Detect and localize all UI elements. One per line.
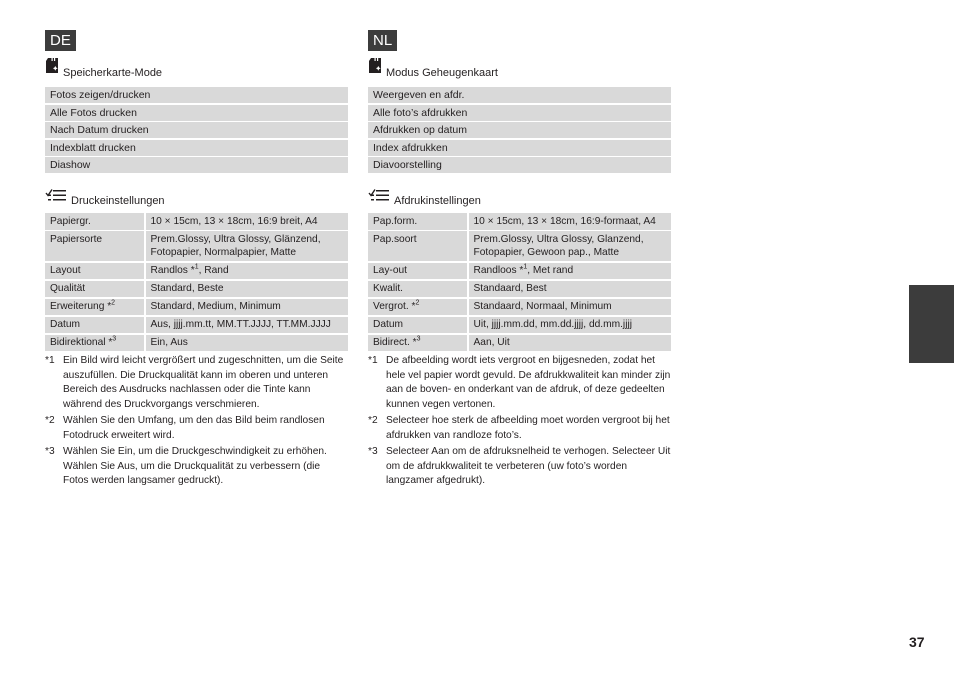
- footnote-text: Wählen Sie Ein, um die Druckgeschwindigkeit zu erhöhen. Wählen Sie Aus, um die Druckqualität zu verbessern (die Fotos werden langsamer gedruckt).: [63, 446, 327, 486]
- table-row: [368, 335, 671, 352]
- table-row: [45, 317, 348, 334]
- table-row: [368, 213, 671, 230]
- setting-key: Datum: [45, 317, 144, 334]
- footnote: [45, 414, 348, 443]
- setting-value: Standard, Beste: [146, 281, 349, 298]
- mode-heading-text: Speicherkarte-Mode: [63, 67, 163, 79]
- table-row: [368, 299, 671, 316]
- print-settings-heading: [45, 190, 165, 208]
- setting-value: Prem.Glossy, Ultra Glossy, Glänzend, Fotopapier, Normalpapier, Matte: [146, 231, 349, 261]
- section-tab: [909, 285, 954, 363]
- table-row: [45, 299, 348, 316]
- mode-item: Indexblatt drucken: [45, 140, 348, 156]
- page-number: 37: [909, 634, 925, 650]
- settings-table: [368, 213, 671, 353]
- setting-value: Prem.Glossy, Ultra Glossy, Glanzend, Fotopapier, Gewoon pap., Matte: [469, 231, 672, 261]
- memory-card-icon: [45, 57, 59, 80]
- table-row: [368, 281, 671, 298]
- setting-key: Qualität: [45, 281, 144, 298]
- mode-item: Afdrukken op datum: [368, 122, 671, 138]
- setting-key: Kwalit.: [368, 281, 467, 298]
- memory-card-icon: [368, 57, 382, 80]
- footnote: [45, 445, 348, 489]
- footnote-text: Wählen Sie den Umfang, um den das Bild beim randlosen Fotodruck erweitert wird.: [63, 415, 325, 441]
- table-row: [368, 231, 671, 261]
- setting-key: Vergrot. *$^2$: [368, 299, 467, 316]
- setting-value: Ein, Aus: [146, 335, 349, 352]
- mode-item: Nach Datum drucken: [45, 122, 348, 138]
- mode-item: Fotos zeigen/drucken: [45, 87, 348, 103]
- setting-key: Layout: [45, 263, 144, 280]
- mode-item: Alle foto’s afdrukken: [368, 105, 671, 121]
- footnote: [368, 445, 671, 489]
- footnote: [368, 414, 671, 443]
- footnote-text: Selecteer hoe sterk de afbeelding moet worden vergroot bij het afdrukken van randloze foto’s.: [386, 415, 670, 441]
- settings-table: [45, 213, 348, 353]
- print-heading-text: Afdrukinstellingen: [394, 195, 481, 207]
- footnote-mark: *3: [368, 446, 378, 457]
- memory-card-mode-heading: [45, 62, 162, 80]
- setting-value: Standaard, Best: [469, 281, 672, 298]
- footnote-text: Ein Bild wird leicht vergrößert und zugeschnitten, um die Seite auszufüllen. Die Druckqualität kann im oberen und unteren Bereich des Ausdrucks nachlassen oder die Tinte kann während des Druckvorgangs verschmieren.: [63, 355, 344, 410]
- mode-item: Weergeven en afdr.: [368, 87, 671, 103]
- setting-key: Bidirect. *$^3$: [368, 335, 467, 352]
- mode-list: [368, 87, 671, 175]
- footnote-mark: *1: [45, 355, 55, 366]
- setting-key: Pap.form.: [368, 213, 467, 230]
- mode-list: [45, 87, 348, 175]
- settings-list-icon: [45, 188, 67, 208]
- setting-value: Standaard, Normaal, Minimum: [469, 299, 672, 316]
- footnotes: [368, 354, 671, 491]
- setting-key: Papiergr.: [45, 213, 144, 230]
- memory-card-mode-heading: [368, 62, 498, 80]
- footnote-text: De afbeelding wordt iets vergroot en bijgesneden, zodat het hele vel papier wordt gevuld. De afdrukkwaliteit kan minder zijn aan de boven- en onderkant van de afdruk, of deze gedeelten kunnen vegen vertonen.: [386, 355, 671, 410]
- setting-value: 10 × 15cm, 13 × 18cm, 16:9 breit, A4: [146, 213, 349, 230]
- print-settings-heading: [368, 190, 481, 208]
- setting-value: Aus, jjjj.mm.tt, MM.TT.JJJJ, TT.MM.JJJJ: [146, 317, 349, 334]
- setting-key: Papiersorte: [45, 231, 144, 261]
- mode-heading-text: Modus Geheugenkaart: [386, 67, 498, 79]
- table-row: [45, 213, 348, 230]
- table-row: [45, 231, 348, 261]
- setting-value: 10 × 15cm, 13 × 18cm, 16:9-formaat, A4: [469, 213, 672, 230]
- table-row: [368, 317, 671, 334]
- table-row: [45, 335, 348, 352]
- setting-value: Randloos *$^1$, Met rand: [469, 263, 672, 280]
- setting-key: Bidirektional *$^3$: [45, 335, 144, 352]
- setting-value: Randlos *$^1$, Rand: [146, 263, 349, 280]
- footnote: [368, 354, 671, 412]
- footnote: [45, 354, 348, 412]
- print-heading-text: Druckeinstellungen: [71, 195, 165, 207]
- footnote-mark: *2: [45, 415, 55, 426]
- settings-list-icon: [368, 188, 390, 208]
- mode-item: Diashow: [45, 157, 348, 173]
- setting-key: Erweiterung *$^2$: [45, 299, 144, 316]
- mode-item: Alle Fotos drucken: [45, 105, 348, 121]
- setting-key: Datum: [368, 317, 467, 334]
- mode-item: Diavoorstelling: [368, 157, 671, 173]
- setting-value: Aan, Uit: [469, 335, 672, 352]
- setting-value: Standard, Medium, Minimum: [146, 299, 349, 316]
- footnotes: [45, 354, 348, 491]
- mode-item: Index afdrukken: [368, 140, 671, 156]
- setting-value: Uit, jjjj.mm.dd, mm.dd.jjjj, dd.mm.jjjj: [469, 317, 672, 334]
- footnote-mark: *2: [368, 415, 378, 426]
- table-row: [45, 263, 348, 280]
- table-row: [45, 281, 348, 298]
- language-badge: NL: [368, 30, 397, 51]
- footnote-text: Selecteer Aan om de afdruksnelheid te verhogen. Selecteer Uit om de afdrukkwaliteit te verbeteren (uw foto’s worden langzamer afgedrukt).: [386, 446, 671, 486]
- table-row: [368, 263, 671, 280]
- setting-key: Lay-out: [368, 263, 467, 280]
- setting-key: Pap.soort: [368, 231, 467, 261]
- language-badge: DE: [45, 30, 76, 51]
- footnote-mark: *1: [368, 355, 378, 366]
- footnote-mark: *3: [45, 446, 55, 457]
